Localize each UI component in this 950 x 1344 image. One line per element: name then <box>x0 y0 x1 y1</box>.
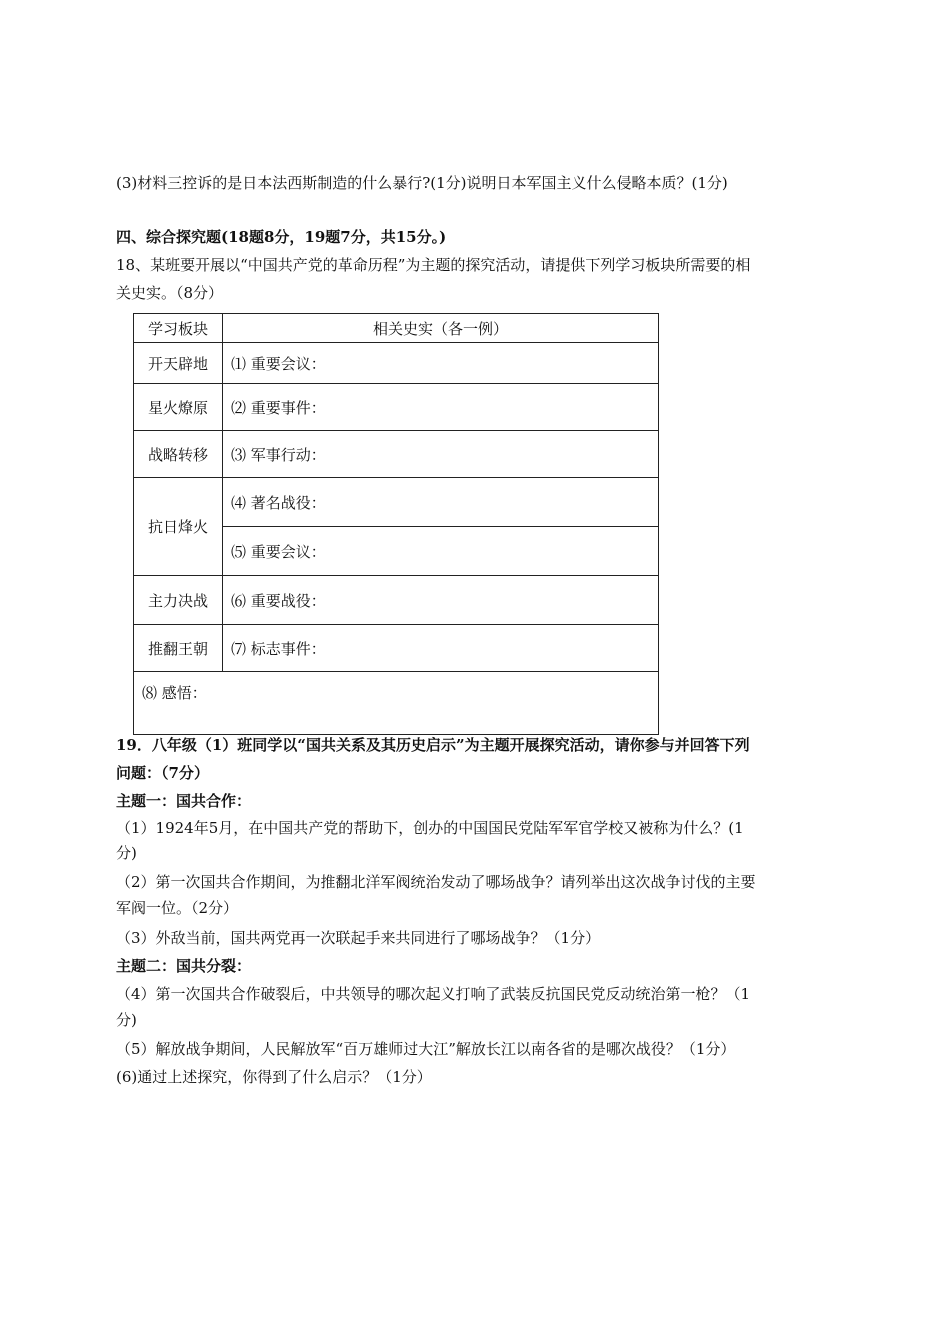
q19-q5: （5）解放战争期间，人民解放军“百万雄师过大江”解放长江以南各省的是哪次战役？（1分） <box>116 1040 736 1058</box>
table-row <box>134 576 659 625</box>
fact-cell: ⑸ 重要会议： <box>223 527 659 576</box>
block-cell: 推翻王朝 <box>134 625 223 672</box>
fact-cell: ⑴ 重要会议： <box>223 343 659 384</box>
q18-study-table <box>133 313 659 735</box>
q19-theme2: 主题二：国共分裂： <box>116 957 252 975</box>
q19-q2-line1: （2）第一次国共合作期间，为推翻北洋军阀统治发动了哪场战争？请列举出这次战争讨伐的主要 <box>116 873 756 891</box>
block-cell: 战略转移 <box>134 431 223 478</box>
q19-theme1: 主题一：国共合作： <box>116 792 252 810</box>
table-row <box>134 625 659 672</box>
q19-q4-line1: （4）第一次国共合作破裂后，中共领导的哪次起义打响了武装反抗国民党反动统治第一枪？（1 <box>116 985 751 1003</box>
table-row <box>134 431 659 478</box>
q19-intro-line2: 问题：（7分） <box>116 764 209 782</box>
q19-q1-line2: 分) <box>116 844 137 862</box>
q19-q4-line2: 分) <box>116 1011 137 1029</box>
material-question-3: (3)材料三控诉的是日本法西斯制造的什么暴行?(1分)说明日本军国主义什么侵略本质？(1分) <box>116 174 728 192</box>
fact-cell: ⑵ 重要事件： <box>223 384 659 431</box>
reflection-cell: ⑻ 感悟： <box>134 672 659 735</box>
table-row <box>134 478 659 527</box>
fact-cell: ⑺ 标志事件： <box>223 625 659 672</box>
block-cell: 主力决战 <box>134 576 223 625</box>
section-title: 四、综合探究题(18题8分，19题7分，共15分。) <box>116 228 447 246</box>
q19-q2-line2: 军阀一位。（2分） <box>116 899 239 917</box>
fact-cell: ⑶ 军事行动： <box>223 431 659 478</box>
q19-q1-line1: （1）1924年5月，在中国共产党的帮助下，创办的中国国民党陆军军官学校又被称为什么？(1 <box>116 819 744 837</box>
table-row <box>134 384 659 431</box>
block-cell: 抗日烽火 <box>134 478 223 576</box>
q19-intro-line1: 19．八年级（1）班同学以“国共关系及其历史启示”为主题开展探究活动，请你参与并回答下列 <box>116 736 750 754</box>
q18-intro-line2: 关史实。（8分） <box>116 284 224 302</box>
q18-intro-line1: 18、某班要开展以“中国共产党的革命历程”为主题的探究活动，请提供下列学习板块所需要的相 <box>116 256 751 274</box>
fact-cell: ⑹ 重要战役： <box>223 576 659 625</box>
q19-q6: (6)通过上述探究，你得到了什么启示？（1分） <box>116 1068 432 1086</box>
table-row <box>134 672 659 735</box>
table-row <box>134 343 659 384</box>
q19-q3: （3）外敌当前，国共两党再一次联起手来共同进行了哪场战争？（1分） <box>116 929 601 947</box>
header-block: 学习板块 <box>134 314 223 343</box>
table-header-row <box>134 314 659 343</box>
block-cell: 开天辟地 <box>134 343 223 384</box>
header-fact: 相关史实（各一例） <box>223 314 659 343</box>
fact-cell: ⑷ 著名战役： <box>223 478 659 527</box>
block-cell: 星火燎原 <box>134 384 223 431</box>
